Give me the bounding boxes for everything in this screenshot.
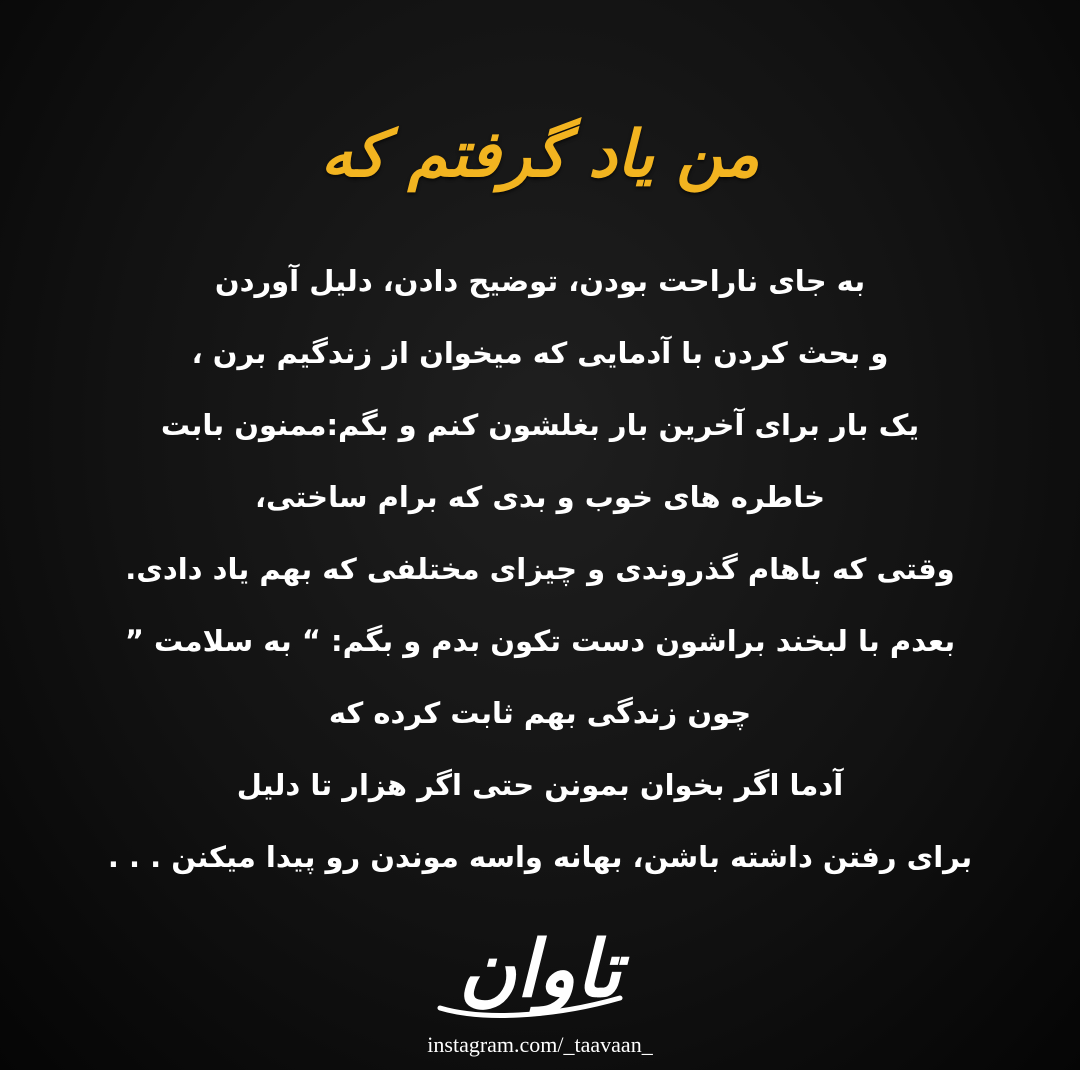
quote-line: آدما اگر بخوان بمونن حتی اگر هزار تا دلیل xyxy=(236,768,844,802)
quote-line: خاطره های خوب و بدی که برام ساختی، xyxy=(254,480,826,514)
signature-logo: تاوان xyxy=(458,924,622,1015)
poster-title: من یاد گرفتم که xyxy=(320,117,760,192)
quote-text xyxy=(100,245,980,893)
quote-line: بعدم با لبخند براشون دست تکون بدم و بگم: “ به سلامت ” xyxy=(124,624,956,658)
quote-line: برای رفتن داشته باشن، بهانه واسه موندن رو پیدا میکنن . . . xyxy=(107,840,973,874)
quote-line: یک بار برای آخرین بار بغلشون کنم و بگم:ممنون بابت xyxy=(160,408,920,442)
signature-flourish xyxy=(430,990,630,1020)
instagram-handle: instagram.com/_taavaan_ xyxy=(427,1032,653,1057)
quote-line: وقتی که باهام گذروندی و چیزای مختلفی که بهم یاد دادی. xyxy=(125,552,955,586)
quote-line: و بحث کردن با آدمایی که میخوان از زندگیم برن ، xyxy=(191,336,889,370)
quote-line: به جای ناراحت بودن، توضیح دادن، دلیل آوردن xyxy=(214,264,866,298)
quote-line: چون زندگی بهم ثابت کرده که xyxy=(328,696,752,730)
